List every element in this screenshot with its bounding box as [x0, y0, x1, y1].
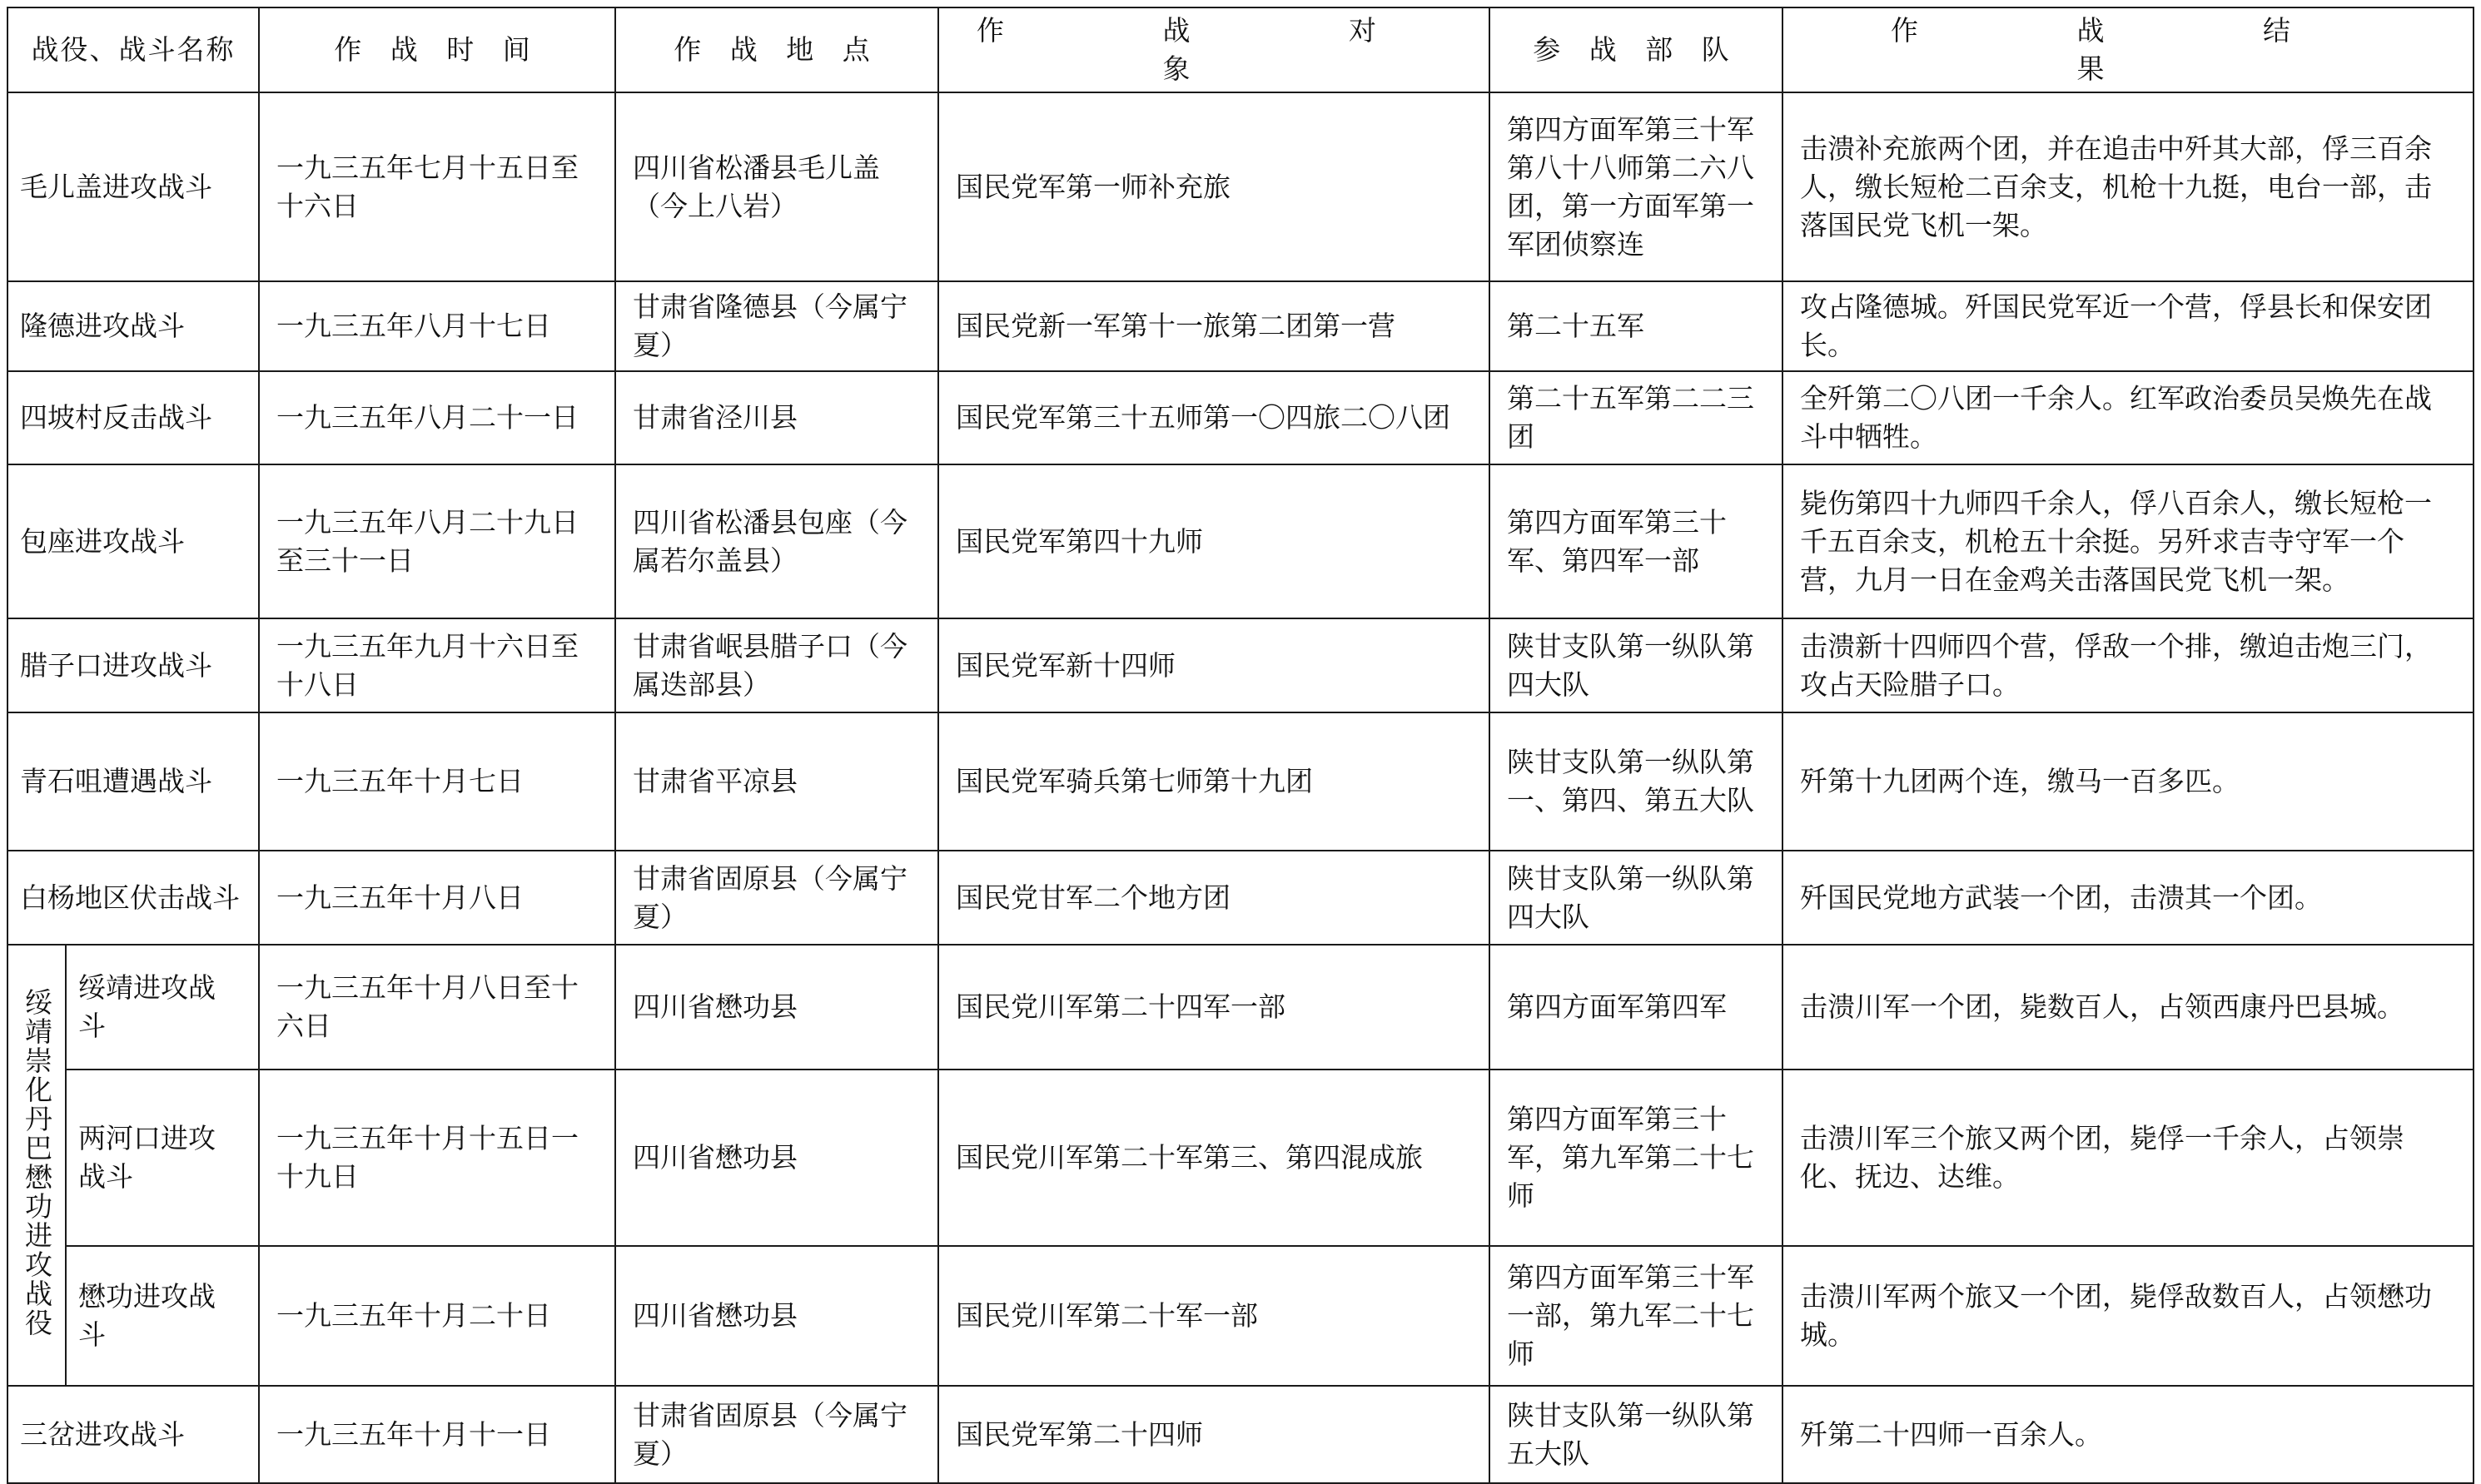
battles-table: [7, 7, 2474, 1484]
header-units: 参 战 部 队: [1489, 7, 1782, 92]
battle-target: 国民党川军第二十军一部: [938, 1246, 1489, 1386]
battle-time: 一九三五年十月十一日: [259, 1386, 615, 1483]
battle-target: 国民党军第四十九师: [938, 464, 1489, 618]
battle-units: 陕甘支队第一纵队第五大队: [1489, 1386, 1782, 1483]
header-row: [7, 7, 2474, 92]
battle-name: 腊子口进攻战斗: [7, 618, 259, 712]
table-row: [7, 1246, 2474, 1386]
battle-time: 一九三五年十月八日至十六日: [259, 945, 615, 1070]
header-name: 战役、战斗名称: [7, 7, 259, 92]
table-row: [7, 712, 2474, 851]
battle-name: 包座进攻战斗: [7, 464, 259, 618]
battle-units: 第二十五军: [1489, 281, 1782, 371]
battle-place: 四川省懋功县: [615, 945, 938, 1070]
battle-place: 四川省懋功县: [615, 1070, 938, 1246]
battle-result: 击溃补充旅两个团，并在追击中歼其大部，俘三百余人，缴长短枪二百余支，机枪十九挺，电台一部，击落国民党飞机一架。: [1782, 92, 2474, 281]
battle-time: 一九三五年七月十五日至十六日: [259, 92, 615, 281]
battle-units: 陕甘支队第一纵队第四大队: [1489, 851, 1782, 945]
battle-place: 甘肃省岷县腊子口（今属迭部县）: [615, 618, 938, 712]
battle-name: 毛儿盖进攻战斗: [7, 92, 259, 281]
table-row: [7, 618, 2474, 712]
battle-target: 国民党川军第二十四军一部: [938, 945, 1489, 1070]
battle-name: 四坡村反击战斗: [7, 371, 259, 464]
battle-target: 国民党军骑兵第七师第十九团: [938, 712, 1489, 851]
battle-result: 歼第十九团两个连，缴马一百多匹。: [1782, 712, 2474, 851]
battle-name: 懋功进攻战斗: [66, 1246, 259, 1386]
table-row: [7, 1386, 2474, 1483]
battle-time: 一九三五年八月二十九日至三十一日: [259, 464, 615, 618]
battle-place: 甘肃省固原县（今属宁夏）: [615, 851, 938, 945]
battle-time: 一九三五年八月十七日: [259, 281, 615, 371]
battle-time: 一九三五年九月十六日至十八日: [259, 618, 615, 712]
battle-units: 第四方面军第四军: [1489, 945, 1782, 1070]
battle-place: 甘肃省平凉县: [615, 712, 938, 851]
battle-time: 一九三五年十月二十日: [259, 1246, 615, 1386]
battle-result: 击溃川军三个旅又两个团，毙俘一千余人，占领崇化、抚边、达维。: [1782, 1070, 2474, 1246]
header-time: 作 战 时 间: [259, 7, 615, 92]
battle-units: 第四方面军第三十军一部，第九军二十七师: [1489, 1246, 1782, 1386]
battle-place: 甘肃省泾川县: [615, 371, 938, 464]
table-row: [7, 945, 2474, 1070]
battle-units: 第二十五军第二二三团: [1489, 371, 1782, 464]
battle-target: 国民党川军第二十军第三、第四混成旅: [938, 1070, 1489, 1246]
battle-units: 第四方面军第三十军、第四军一部: [1489, 464, 1782, 618]
battle-units: 第四方面军第三十军，第九军第二十七师: [1489, 1070, 1782, 1246]
battle-target: 国民党军第二十四师: [938, 1386, 1489, 1483]
battle-result: 歼第二十四师一百余人。: [1782, 1386, 2474, 1483]
table-row: [7, 851, 2474, 945]
battle-name: 两河口进攻战斗: [66, 1070, 259, 1246]
header-place: 作 战 地 点: [615, 7, 938, 92]
battle-time: 一九三五年八月二十一日: [259, 371, 615, 464]
battle-target: 国民党军新十四师: [938, 618, 1489, 712]
battle-name: 隆德进攻战斗: [7, 281, 259, 371]
battle-result: 击溃川军两个旅又一个团，毙俘敌数百人，占领懋功城。: [1782, 1246, 2474, 1386]
battle-name: 青石咀遭遇战斗: [7, 712, 259, 851]
battle-result: 击溃川军一个团，毙数百人，占领西康丹巴县城。: [1782, 945, 2474, 1070]
battle-time: 一九三五年十月七日: [259, 712, 615, 851]
battle-name: 三岔进攻战斗: [7, 1386, 259, 1483]
battle-target: 国民党新一军第十一旅第二团第一营: [938, 281, 1489, 371]
header-target: 作 战 对 象: [938, 7, 1489, 92]
table-row: [7, 92, 2474, 281]
battle-name: 绥靖进攻战斗: [66, 945, 259, 1070]
battle-result: 攻占隆德城。歼国民党军近一个营，俘县长和保安团长。: [1782, 281, 2474, 371]
battle-place: 四川省松潘县毛儿盖（今上八岩）: [615, 92, 938, 281]
battle-place: 甘肃省隆德县（今属宁夏）: [615, 281, 938, 371]
battle-units: 陕甘支队第一纵队第一、第四、第五大队: [1489, 712, 1782, 851]
table-row: [7, 1070, 2474, 1246]
table-row: [7, 371, 2474, 464]
battle-place: 甘肃省固原县（今属宁夏）: [615, 1386, 938, 1483]
table-row: [7, 281, 2474, 371]
battle-place: 四川省松潘县包座（今属若尔盖县）: [615, 464, 938, 618]
battle-target: 国民党军第一师补充旅: [938, 92, 1489, 281]
battle-time: 一九三五年十月十五日一十九日: [259, 1070, 615, 1246]
battle-result: 歼国民党地方武装一个团，击溃其一个团。: [1782, 851, 2474, 945]
battle-result: 击溃新十四师四个营，俘敌一个排，缴迫击炮三门，攻占天险腊子口。: [1782, 618, 2474, 712]
table-row: [7, 464, 2474, 618]
header-result: 作 战 结 果: [1782, 7, 2474, 92]
battle-target: 国民党军第三十五师第一〇四旅二〇八团: [938, 371, 1489, 464]
battle-result: 毙伤第四十九师四千余人，俘八百余人，缴长短枪一千五百余支，机枪五十余挺。另歼求吉寺守军一个营，九月一日在金鸡关击落国民党飞机一架。: [1782, 464, 2474, 618]
battle-result: 全歼第二〇八团一千余人。红军政治委员吴焕先在战斗中牺牲。: [1782, 371, 2474, 464]
campaign-group-name: [7, 945, 66, 1386]
battle-time: 一九三五年十月八日: [259, 851, 615, 945]
campaign-group-label: 绥靖崇化丹巴懋功进攻战役: [21, 987, 53, 1338]
battle-target: 国民党甘军二个地方团: [938, 851, 1489, 945]
battle-units: 第四方面军第三十军第八十八师第二六八团，第一方面军第一军团侦察连: [1489, 92, 1782, 281]
battle-units: 陕甘支队第一纵队第四大队: [1489, 618, 1782, 712]
battle-name: 白杨地区伏击战斗: [7, 851, 259, 945]
battle-place: 四川省懋功县: [615, 1246, 938, 1386]
